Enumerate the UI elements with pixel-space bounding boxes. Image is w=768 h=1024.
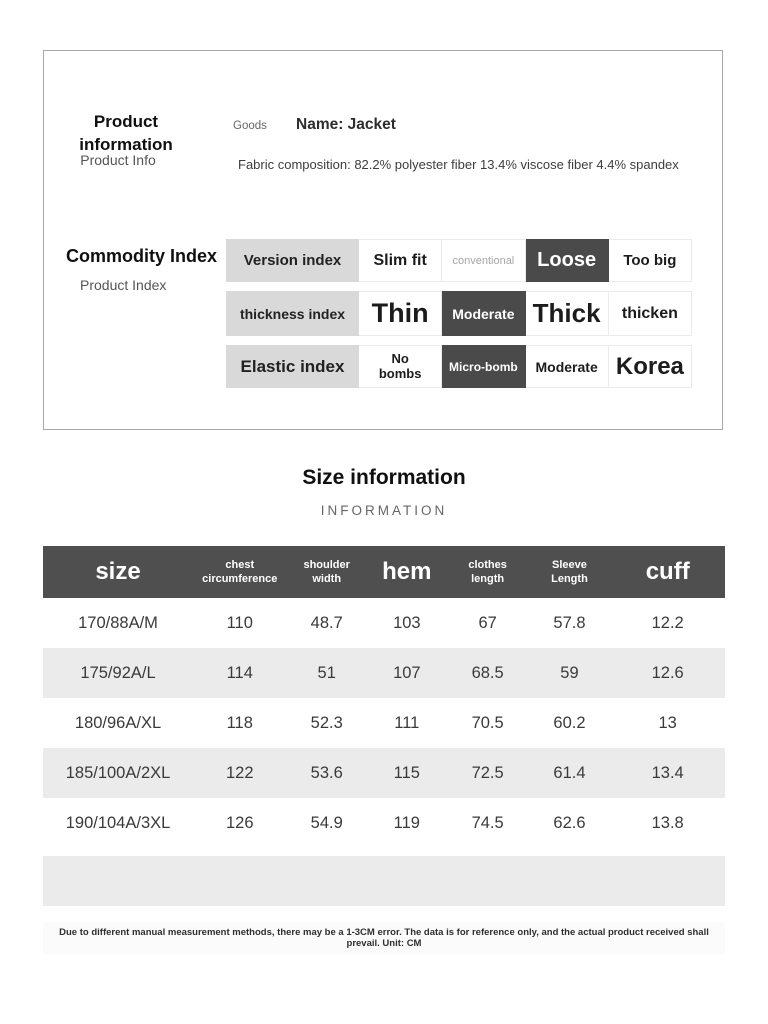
size-cell: 61.4 bbox=[553, 763, 586, 782]
size-row bbox=[43, 748, 725, 798]
size-cell: 122 bbox=[225, 763, 254, 782]
header-cell-clothes-length: clothes length bbox=[447, 546, 529, 598]
measurement-note: Due to different manual measurement methods, there may be a 1-3CM error. The data is for reference only, and the actual product received shall prevail. Unit: CM bbox=[43, 922, 725, 954]
size-row bbox=[43, 698, 725, 748]
index-row-thickness bbox=[226, 291, 692, 336]
size-cell: 48.7 bbox=[310, 613, 343, 632]
size-table-header-row bbox=[43, 546, 725, 598]
product-name: Name: Jacket bbox=[296, 116, 396, 133]
index-row-label: Version index bbox=[226, 239, 359, 282]
index-option-thicken: thicken bbox=[609, 291, 692, 336]
size-cell: 70.5 bbox=[471, 713, 504, 732]
size-cell: 59 bbox=[560, 663, 579, 682]
size-cell: 114 bbox=[226, 663, 253, 682]
size-cell: 119 bbox=[393, 813, 420, 832]
product-info-box bbox=[43, 50, 723, 430]
commodity-index-title: Commodity Index bbox=[66, 246, 218, 266]
size-cell: 72.5 bbox=[471, 763, 504, 782]
index-option-slim-fit: Slim fit bbox=[359, 239, 442, 282]
index-option-thick: Thick bbox=[526, 291, 609, 336]
option-text: No bombs bbox=[378, 350, 422, 381]
index-row-elastic bbox=[226, 345, 692, 388]
size-cell: 115 bbox=[393, 763, 420, 782]
header-cell-hem: hem bbox=[367, 546, 447, 598]
size-table-section bbox=[43, 546, 725, 954]
size-row bbox=[43, 798, 725, 848]
index-row-version bbox=[226, 239, 692, 282]
size-cell: 51 bbox=[317, 663, 336, 682]
index-option-no-bombs bbox=[359, 345, 442, 388]
size-cell: 13.4 bbox=[651, 763, 684, 782]
commodity-index-subtitle: Product Index bbox=[80, 277, 167, 293]
size-cell: 67 bbox=[478, 613, 497, 632]
size-cell: 107 bbox=[393, 663, 421, 682]
size-cell: 12.6 bbox=[651, 663, 684, 682]
size-cell: 118 bbox=[226, 713, 253, 732]
size-cell: 53.6 bbox=[310, 763, 343, 782]
index-row-label: Elastic index bbox=[226, 345, 359, 388]
size-cell: 54.9 bbox=[310, 813, 343, 832]
size-cell: 126 bbox=[225, 813, 254, 832]
empty-spacer-row bbox=[43, 856, 725, 906]
index-option-moderate-selected: Moderate bbox=[442, 291, 525, 336]
size-cell: 12.2 bbox=[651, 613, 684, 632]
size-cell: 13 bbox=[658, 713, 677, 732]
index-option-loose-selected: Loose bbox=[526, 239, 609, 282]
index-option-too-big: Too big bbox=[609, 239, 692, 282]
size-cell: 74.5 bbox=[471, 813, 504, 832]
fabric-composition: Fabric composition: 82.2% polyester fiber 13.4% viscose fiber 4.4% spandex bbox=[238, 157, 679, 172]
size-cell: 62.6 bbox=[553, 813, 586, 832]
index-option-thin: Thin bbox=[359, 291, 442, 336]
size-cell: 68.5 bbox=[471, 663, 504, 682]
size-cell: 13.8 bbox=[651, 813, 684, 832]
size-info-title: Size information bbox=[302, 466, 466, 489]
size-cell: 103 bbox=[393, 613, 421, 632]
size-cell: 190/104A/3XL bbox=[65, 813, 171, 832]
header-cell-size: size bbox=[43, 546, 193, 598]
index-row-label: thickness index bbox=[226, 291, 359, 336]
size-cell: 180/96A/XL bbox=[74, 713, 162, 732]
size-table bbox=[43, 546, 725, 848]
size-cell: 185/100A/2XL bbox=[65, 763, 171, 782]
size-cell: 175/92A/L bbox=[80, 663, 156, 682]
size-cell: 60.2 bbox=[553, 713, 586, 732]
size-info-subtitle: INFORMATION bbox=[320, 503, 448, 518]
header-cell-cuff: cuff bbox=[610, 546, 725, 598]
commodity-index-grid bbox=[226, 239, 692, 397]
size-cell: 52.3 bbox=[310, 713, 343, 732]
index-option-conventional: conventional bbox=[442, 239, 525, 282]
index-option-micro-bomb-selected: Micro-bomb bbox=[442, 345, 525, 388]
header-cell-shoulder: shoulder width bbox=[286, 546, 366, 598]
index-option-moderate: Moderate bbox=[526, 345, 609, 388]
size-cell: 111 bbox=[394, 713, 420, 732]
index-option-korea: Korea bbox=[609, 345, 692, 388]
header-cell-sleeve-length: Sleeve Length bbox=[529, 546, 611, 598]
header-cell-chest: chest circumference bbox=[193, 546, 286, 598]
product-info-title: Product information bbox=[79, 112, 173, 154]
product-info-subtitle: Product Info bbox=[80, 152, 156, 168]
size-cell: 170/88A/M bbox=[78, 613, 158, 632]
size-cell: 57.8 bbox=[553, 613, 586, 632]
goods-label: Goods bbox=[233, 120, 267, 132]
size-row bbox=[43, 598, 725, 648]
size-cell: 110 bbox=[226, 613, 253, 632]
size-row bbox=[43, 648, 725, 698]
